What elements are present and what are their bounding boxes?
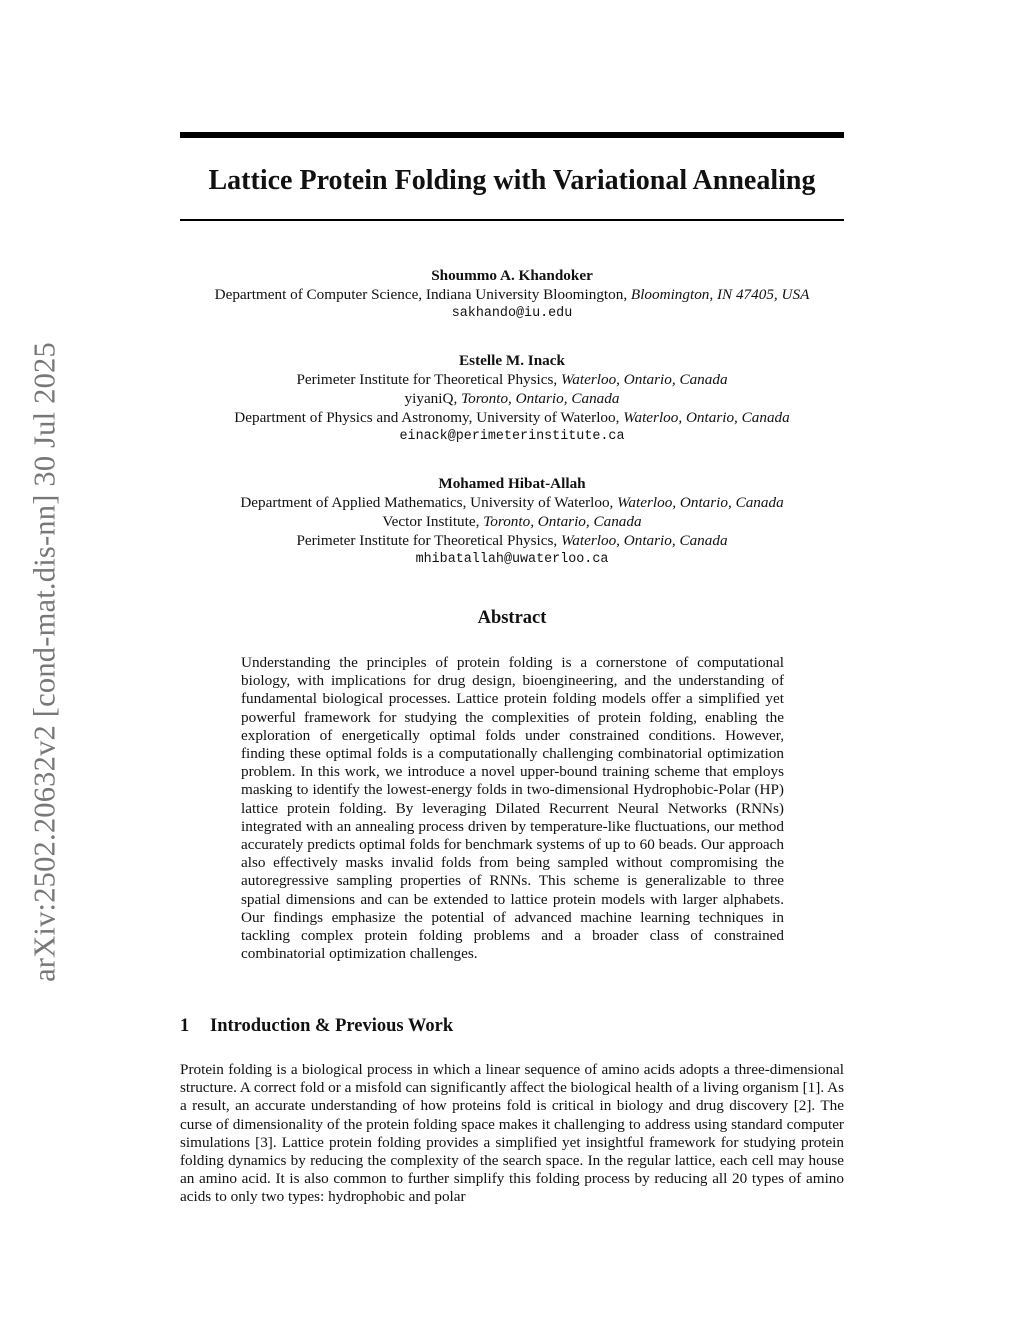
author-name: Shoummo A. Khandoker [431,267,593,284]
affiliation: Perimeter Institute for Theoretical Physics, Waterloo, Ontario, Canada [296,532,728,549]
title-rule-bottom [180,219,844,221]
author-block [0,266,1024,597]
affiliation: Department of Physics and Astronomy, University of Waterloo, Waterloo, Ontario, Canada [234,409,790,426]
section-number: 1 [180,1016,190,1036]
author-email[interactable]: sakhando@iu.edu [451,306,573,321]
author-name: Estelle M. Inack [459,352,565,369]
affiliation: yiyaniQ, Toronto, Ontario, Canada [404,390,620,407]
section-title: Introduction & Previous Work [210,1016,454,1036]
abstract-heading: Abstract [477,608,547,628]
paper-title: Lattice Protein Folding with Variational Annealing [208,165,816,196]
introduction-paragraph: Protein folding is a biological process in which a linear sequence of amino acids adopts a three-dimensional structure. A correct fold or a misfold can significantly affect the biological health of a living organism [1]. As a result, an accurate understanding of how proteins fold is critical in biology and drug discovery [2]. The curse of dimensionality of the protein folding space makes it challenging to address using standard computer simulations [3]. Lattice protein folding provides a simplified yet insightful framework for studying protein folding dynamics by reducing the complexity of the search space. In the regular lattice, each cell may house an amino acid. It is also common to further simplify this folding process by reducing all 20 types of amino acids to only two types: hydrophobic and polar [180,1061,844,1206]
affiliation: Perimeter Institute for Theoretical Physics, Waterloo, Ontario, Canada [296,371,728,388]
title-rule-top [180,132,844,138]
affiliation: Department of Applied Mathematics, University of Waterloo, Waterloo, Ontario, Canada [240,494,784,511]
author-2 [0,351,1024,446]
author-3 [0,474,1024,569]
author-email[interactable]: einack@perimeterinstitute.ca [399,429,625,444]
arxiv-identifier: arXiv:2502.20632v2 [cond-mat.dis-nn] 30 Jul 2025 [27,342,62,982]
abstract-text: Understanding the principles of protein folding is a cornerstone of computational biology, with implications for drug design, bioengineering, and the understanding of fundamental biological processes. Lattice protein folding models offer a simplified yet powerful framework for studying the complexities of protein folding, enabling the exploration of energetically optimal folds under constrained conditions. However, finding these optimal folds is a computationally challenging combinatorial optimization problem. In this work, we introduce a novel upper-bound training scheme that employs masking to identify the lowest-energy folds in two-dimensional Hydrophobic-Polar (HP) lattice protein folding. By leveraging Dilated Recurrent Neural Networks (RNNs) integrated with an annealing process driven by temperature-like fluctuations, our method accurately predicts optimal folds for benchmark systems of up to 60 beads. Our approach also effectively masks invalid folds from being sampled without compromising the autoregressive sampling properties of RNNs. This scheme is generalizable to three spatial dimensions and can be extended to lattice protein models with larger alphabets. Our findings emphasize the potential of advanced machine learning techniques in tackling complex protein folding problems and a broader class of constrained combinatorial optimization challenges. [241,654,784,963]
author-name: Mohamed Hibat-Allah [438,475,586,492]
affiliation: Department of Computer Science, Indiana University Bloomington, Bloomington, IN 47405, USA [214,286,810,303]
author-email[interactable]: mhibatallah@uwaterloo.ca [415,552,609,567]
section-heading [180,1016,844,1037]
affiliation: Vector Institute, Toronto, Ontario, Canada [382,513,642,530]
author-1 [0,266,1024,323]
